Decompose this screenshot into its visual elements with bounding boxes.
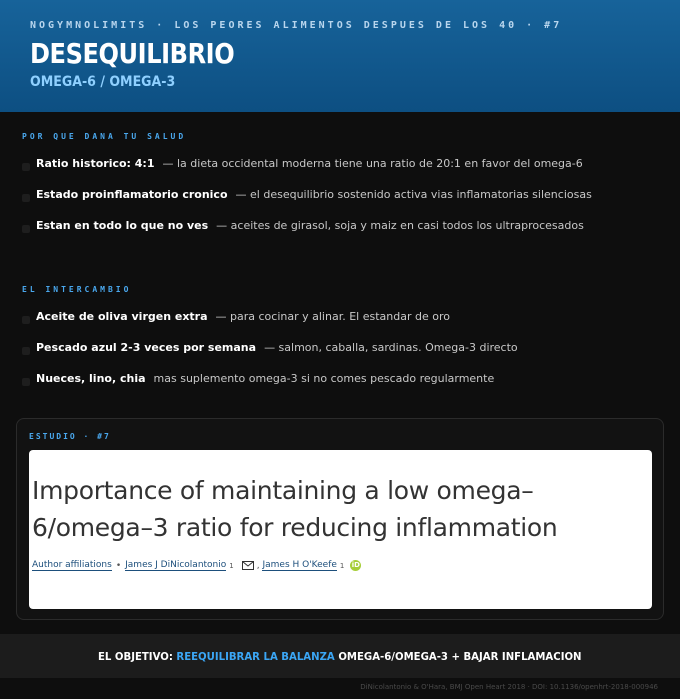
bullet-icon	[22, 378, 30, 386]
bullet-icon	[22, 347, 30, 355]
author-2-link[interactable]: James H O'Keefe	[262, 560, 337, 570]
swap-item-3-text: mas suplemento omega-3 si no comes pescado regularmente	[153, 372, 495, 385]
harm-item-3-bold: Estan en todo lo que no ves	[36, 219, 209, 232]
bullet-icon	[22, 316, 30, 324]
paper-title-line-1: Importance of maintaining a low omega–	[32, 476, 534, 505]
goal-highlight: REEQUILIBRAR LA BALANZA	[176, 649, 335, 663]
goal-suffix: OMEGA-6/OMEGA-3 + BAJAR INFLAMACION	[338, 649, 582, 663]
author-affiliations-link[interactable]: Author affiliations	[32, 560, 112, 570]
author-2-sup: 1	[339, 561, 345, 570]
swap-section-label: EL INTERCAMBIO	[22, 285, 132, 294]
header-banner	[0, 0, 680, 112]
citation: DiNicolantonio & O'Hara, BMJ Open Heart 2018 · DOI: 10.1136/openhrt-2018-000946	[360, 683, 658, 691]
harm-item-1-text: — la dieta occidental moderna tiene una ratio de 20:1 en favor del omega-6	[162, 157, 583, 170]
mail-icon[interactable]	[242, 561, 254, 570]
swap-item-2-bold: Pescado azul 2-3 veces por semana	[36, 341, 257, 354]
harm-item-1-bold: Ratio historico: 4:1	[36, 157, 155, 170]
page-title: DESEQUILIBRIO	[30, 37, 235, 70]
swap-item-3	[22, 372, 494, 385]
bullet-icon	[22, 194, 30, 202]
paper-screenshot	[29, 450, 652, 609]
page-subtitle: OMEGA-6 / OMEGA-3	[30, 74, 176, 90]
swap-item-1-text: — para cocinar y alinar. El estandar de oro	[215, 310, 450, 323]
paper-title-line-2: 6/omega–3 ratio for reducing inflammation	[32, 513, 558, 542]
swap-item-2	[22, 341, 518, 354]
goal-prefix: EL OBJETIVO:	[98, 649, 174, 663]
study-label: ESTUDIO · #7	[29, 432, 111, 441]
harm-item-1	[22, 157, 583, 170]
bullet-icon	[22, 225, 30, 233]
paper-title	[32, 472, 652, 546]
swap-item-3-bold: Nueces, lino, chia	[36, 372, 146, 385]
harm-item-3	[22, 219, 584, 232]
harm-item-2-bold: Estado proinflamatorio cronico	[36, 188, 228, 201]
orcid-icon[interactable]: iD	[351, 561, 360, 569]
harm-item-2-text: — el desequilibrio sostenido activa vias inflamatorias silenciosas	[235, 188, 592, 201]
harm-item-3-text: — aceites de girasol, soja y maiz en casi todos los ultraprocesados	[216, 219, 584, 232]
series-kicker: NOGYMNOLIMITS · LOS PEORES ALIMENTOS DESPUES DE LOS 40 · #7	[30, 20, 563, 31]
author-line: Author affiliations • James J DiNicolantonio 1 , James H O'Keefe 1 iD	[32, 560, 360, 571]
author-1-link[interactable]: James J DiNicolantonio	[125, 560, 227, 570]
harm-item-2	[22, 188, 592, 201]
swap-item-1	[22, 310, 450, 323]
author-1-sup: 1	[229, 561, 234, 570]
harm-section-label: POR QUE DANA TU SALUD	[22, 132, 187, 141]
swap-item-1-bold: Aceite de oliva virgen extra	[36, 310, 208, 323]
goal-bar	[0, 634, 680, 678]
bullet-icon	[22, 163, 30, 171]
goal-text	[98, 650, 582, 663]
swap-item-2-text: — salmon, caballa, sardinas. Omega-3 directo	[264, 341, 518, 354]
study-card	[16, 418, 664, 620]
